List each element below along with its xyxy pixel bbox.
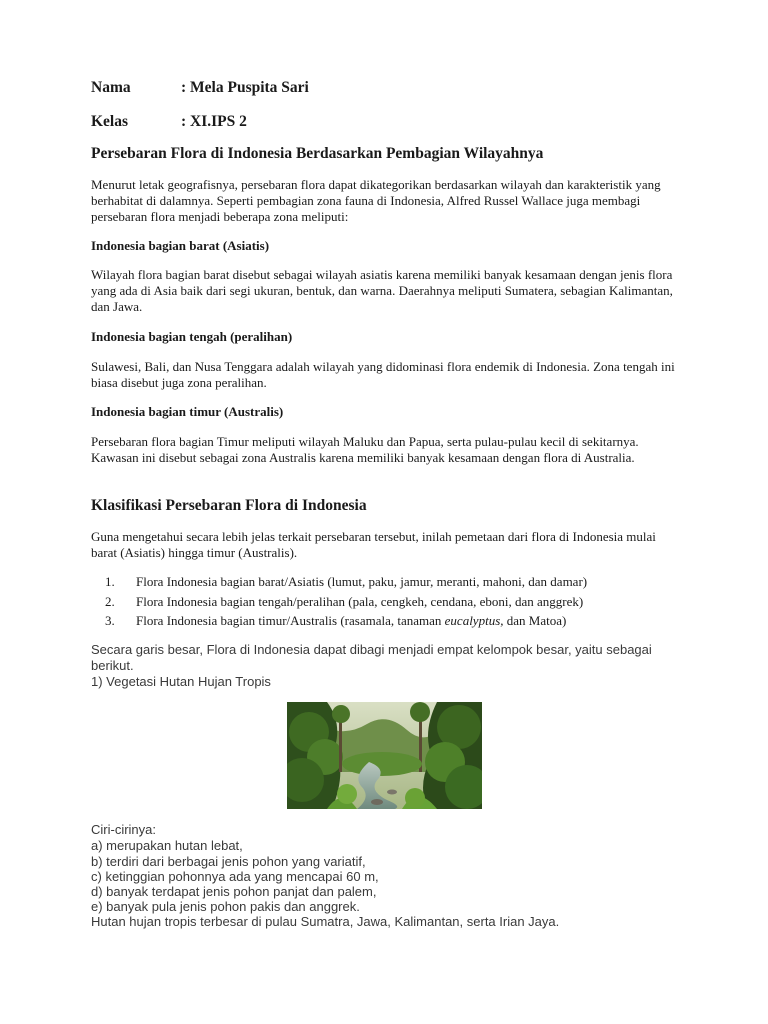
list-number: 1. bbox=[105, 574, 115, 589]
ciri-item: e) banyak pula jenis pohon pakis dan anggrek. bbox=[91, 899, 360, 914]
list-item: Flora Indonesia bagian barat/Asiatis (lumut, paku, jamur, meranti, mahoni, dan damar) bbox=[136, 574, 588, 589]
barat-text: Wilayah flora bagian barat disebut sebagai wilayah asiatis karena memiliki banyak kesamaan dengan jenis flora yang ada di Asia baik dari segi ukuran, bentuk, dan warna. Daerahnya meliputi Sumatera, sebagian Kalimantan, dan Jawa. bbox=[91, 267, 673, 314]
timur-heading: Indonesia bagian timur (Australis) bbox=[91, 404, 284, 419]
section3-intro-line1: Secara garis besar, Flora di Indonesia dapat dibagi menjadi empat kelompok besar, yaitu sebagai bbox=[91, 642, 652, 657]
list-number: 2. bbox=[105, 594, 115, 609]
timur-text: Persebaran flora bagian Timur meliputi wilayah Maluku dan Papua, serta pulau-pulau kecil di sekitarnya. Kawasan ini disebut sebagai zona Australis karena memiliki banyak kesamaan dengan flora di Australia. bbox=[91, 434, 639, 465]
section3-intro-line2: berikut. bbox=[91, 658, 134, 673]
list-number: 3. bbox=[105, 613, 115, 628]
tengah-text: Sulawesi, Bali, dan Nusa Tenggara adalah wilayah yang didominasi flora endemik di Indonesia. Zona tengah ini biasa disebut juga zona peralihan. bbox=[91, 359, 675, 390]
tengah-heading: Indonesia bagian tengah (peralihan) bbox=[91, 329, 293, 344]
section3-item1: 1) Vegetasi Hutan Hujan Tropis bbox=[91, 674, 271, 689]
ciri-item: d) banyak terdapat jenis pohon panjat dan palem, bbox=[91, 884, 377, 899]
ciri-item: c) ketinggian pohonnya ada yang mencapai 60 m, bbox=[91, 869, 379, 884]
list-item-text: Flora Indonesia bagian timur/Australis (rasamala, tanaman bbox=[136, 613, 445, 628]
ciri-item: a) merupakan hutan lebat, bbox=[91, 838, 243, 853]
section2-title: Klasifikasi Persebaran Flora di Indonesia bbox=[91, 497, 367, 514]
nama-label: Nama bbox=[91, 79, 131, 96]
ciri-label: Ciri-cirinya: bbox=[91, 822, 156, 837]
rainforest-photo bbox=[287, 702, 482, 809]
list-item-italic: eucalyptus, bbox=[444, 613, 504, 628]
section2-intro: Guna mengetahui secara lebih jelas terkait persebaran tersebut, inilah pemetaan dari flora di Indonesia mulai barat (Asiatis) hingga timur (Australis). bbox=[91, 529, 656, 560]
list-item: Flora Indonesia bagian tengah/peralihan (pala, cengkeh, cendana, eboni, dan anggrek) bbox=[136, 594, 584, 609]
ciri-item: b) terdiri dari berbagai jenis pohon yang variatif, bbox=[91, 854, 366, 869]
barat-heading: Indonesia bagian barat (Asiatis) bbox=[91, 238, 270, 253]
section1-title: Persebaran Flora di Indonesia Berdasarkan Pembagian Wilayahnya bbox=[91, 145, 544, 162]
kelas-label: Kelas bbox=[91, 113, 129, 130]
kelas-value: : XI.IPS 2 bbox=[181, 113, 247, 130]
closing-text: Hutan hujan tropis terbesar di pulau Sumatra, Jawa, Kalimantan, serta Irian Jaya. bbox=[91, 914, 560, 929]
list-item-text: dan Matoa) bbox=[503, 613, 567, 628]
list-item bbox=[136, 613, 566, 629]
nama-value: : Mela Puspita Sari bbox=[181, 79, 309, 96]
section1-intro: Menurut letak geografisnya, persebaran flora dapat dikategorikan berdasarkan wilayah dan karakteristik yang berhabitat di dalamnya. Seperti pembagian zona fauna di Indonesia, Alfred Russel Wallace juga membagi persebaran flora menjadi beberapa zona meliputi: bbox=[91, 177, 661, 224]
